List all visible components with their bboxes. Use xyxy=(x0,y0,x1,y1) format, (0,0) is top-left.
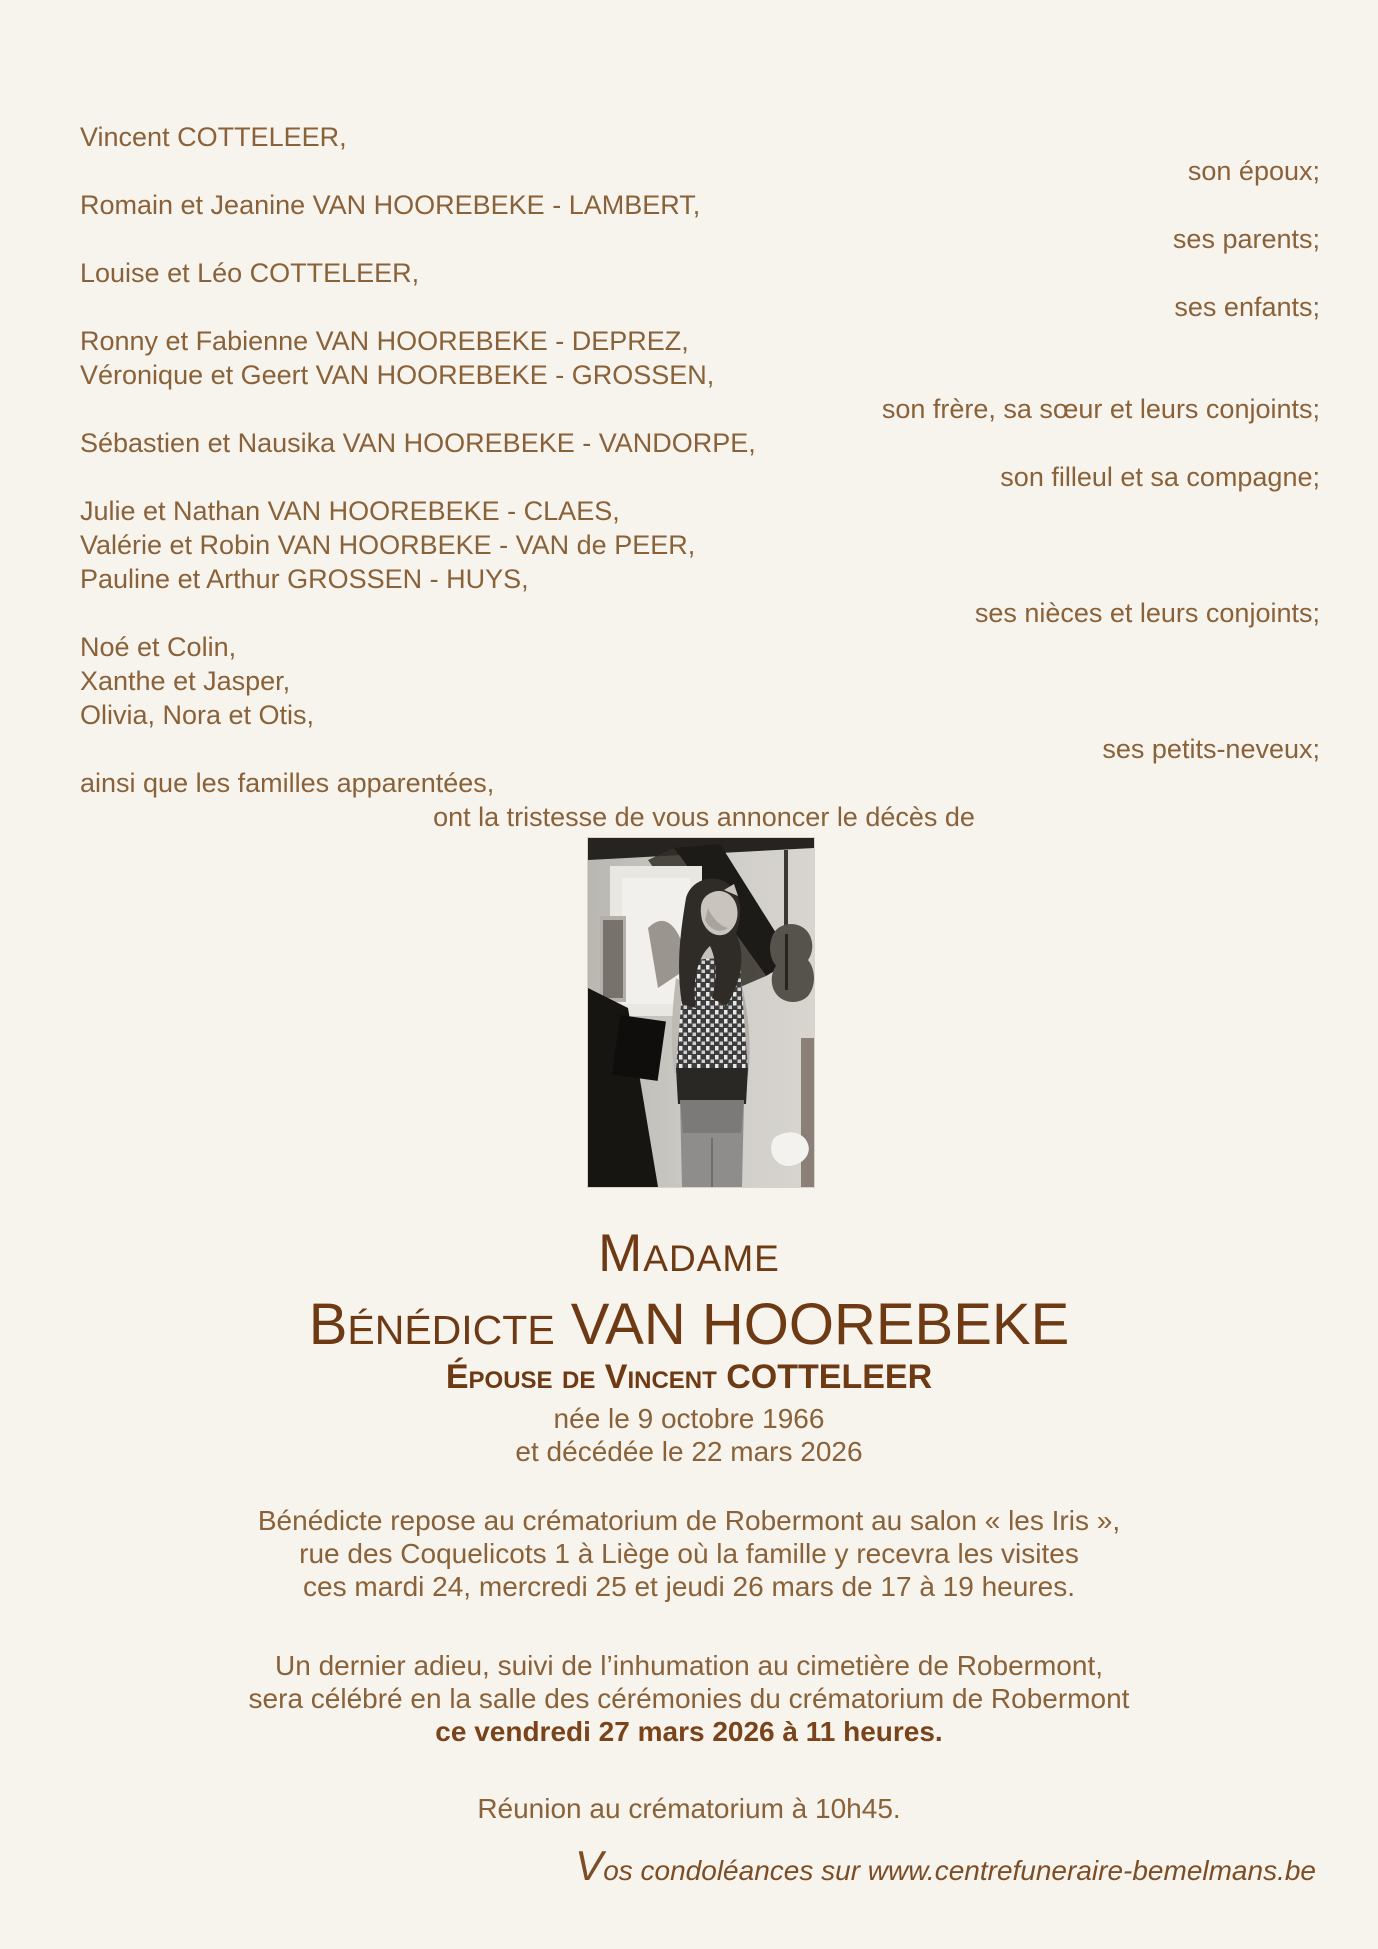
condolences-initial: V xyxy=(575,1842,604,1889)
family-line: Julie et Nathan VAN HOOREBEKE - CLAES, xyxy=(80,496,620,526)
family-line: ainsi que les familles apparentées, xyxy=(80,768,495,798)
visitation-line: rue des Coquelicots 1 à Liège où la famille y recevra les visites xyxy=(299,1538,1079,1569)
family-line: ses nièces et leurs conjoints; xyxy=(974,598,1320,628)
deceased-title-block xyxy=(0,1224,1378,1468)
deceased-spouse-line: Épouse de Vincent COTTELEER xyxy=(445,1358,933,1396)
ceremony-date-line: ce vendredi 27 mars 2026 à 11 heures. xyxy=(435,1716,943,1747)
visitation-line: ces mardi 24, mercredi 25 et jeudi 26 mars de 17 à 19 heures. xyxy=(303,1571,1075,1602)
deceased-birth-line: née le 9 octobre 1966 xyxy=(553,1403,825,1434)
portrait-photo-container xyxy=(0,838,1378,1192)
family-line: ses parents; xyxy=(1172,224,1320,254)
announcement-line: ont la tristesse de vous annoncer le décès de xyxy=(433,802,975,832)
family-line: ses enfants; xyxy=(1174,292,1320,322)
family-line: ses petits-neveux; xyxy=(1102,734,1320,764)
ceremony-paragraph xyxy=(0,1649,1378,1715)
deceased-name: Bénédicte VAN HOOREBEKE xyxy=(308,1292,1070,1357)
family-line: Valérie et Robin VAN HOORBEKE - VAN de PEER, xyxy=(80,530,696,560)
family-line: son frère, sa sœur et leurs conjoints; xyxy=(881,394,1320,424)
family-list xyxy=(0,0,1378,800)
family-line: Louise et Léo COTTELEER, xyxy=(80,258,420,288)
ceremony-line: Un dernier adieu, suivi de l’inhumation au cimetière de Robermont, xyxy=(275,1650,1103,1681)
deceased-honorific: Madame xyxy=(598,1224,780,1283)
meeting-line: Réunion au crématorium à 10h45. xyxy=(477,1793,901,1824)
family-line: Véronique et Geert VAN HOOREBEKE - GROSSEN, xyxy=(80,360,715,390)
family-line: son époux; xyxy=(1187,156,1320,186)
family-line: son filleul et sa compagne; xyxy=(1000,462,1320,492)
family-line: Olivia, Nora et Otis, xyxy=(80,700,315,730)
family-line: Ronny et Fabienne VAN HOOREBEKE - DEPREZ, xyxy=(80,326,689,356)
family-line: Pauline et Arthur GROSSEN - HUYS, xyxy=(80,564,529,594)
condolences-line xyxy=(0,1842,1378,1889)
family-line: Romain et Jeanine VAN HOOREBEKE - LAMBERT, xyxy=(80,190,701,220)
deceased-death-line: et décédée le 22 mars 2026 xyxy=(515,1436,863,1467)
visitation-line: Bénédicte repose au crématorium de Robermont au salon « les Iris », xyxy=(257,1505,1121,1536)
portrait-photo xyxy=(588,838,814,1187)
family-line: Sébastien et Nausika VAN HOOREBEKE - VANDORPE, xyxy=(80,428,756,458)
ceremony-line: sera célébré en la salle des cérémonies du crématorium de Robermont xyxy=(248,1683,1130,1714)
visitation-paragraph xyxy=(0,1504,1378,1603)
family-line: Xanthe et Jasper, xyxy=(80,666,291,696)
family-line: Noé et Colin, xyxy=(80,632,237,662)
family-line: Vincent COTTELEER, xyxy=(80,122,347,152)
condolences-url-text: os condoléances sur www.centrefuneraire-bemelmans.be xyxy=(603,1855,1316,1886)
